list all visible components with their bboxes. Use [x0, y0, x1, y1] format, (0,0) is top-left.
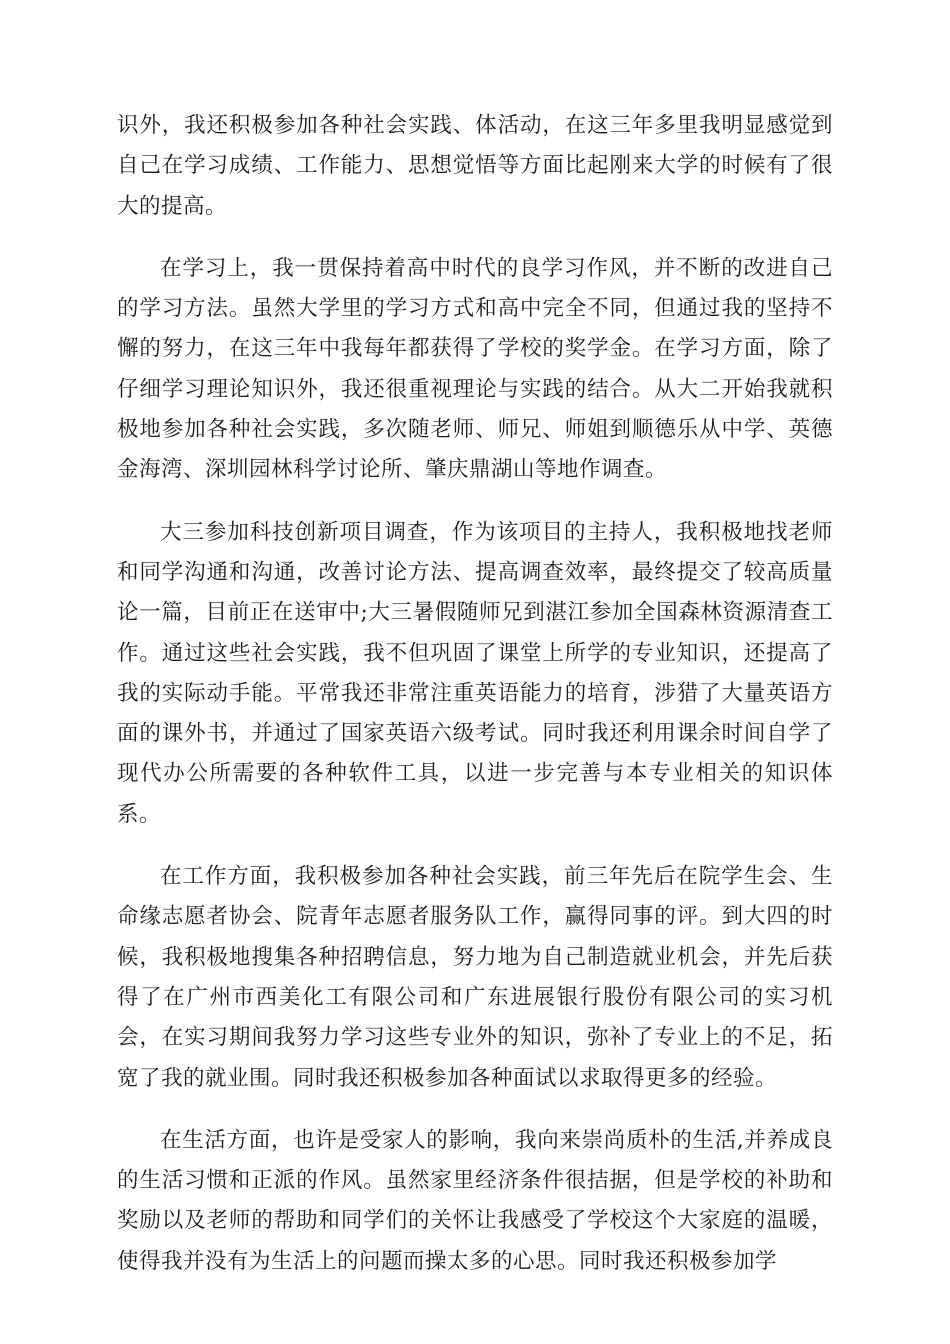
paragraph-work: 在工作方面，我积极参加各种社会实践，前三年先后在院学生会、生命缘志愿者协会、院青年志愿者服务队工作，赢得同事的评。到大四的时候，我积极地搜集各种招聘信息，努力地为自己制造就业机会，并先后获得了在广州市西美化工有限公司和广东进展银行股份有限公司的实习机会，在实习期间我努力学习这些专业外的知识，弥补了专业上的不足，拓宽了我的就业围。同时我还积极参加各种面试以求取得更多的经验。 [117, 864, 833, 1091]
paragraph-study: 在学习上，我一贯保持着高中时代的良学习作风，并不断的改进自己的学习方法。虽然大学里的学习方式和高中完全不同，但通过我的坚持不懈的努力，在这三年中我每年都获得了学校的奖学金。在学习方面，除了仔细学习理论知识外，我还很重视理论与实践的结合。从大二开始我就积极地参加各种社会实践，多次随老师、师兄、师姐到顺德乐从中学、英德金海湾、深圳园林科学讨论所、肇庆鼎湖山等地作调查。 [117, 255, 833, 483]
paragraph-research: 大三参加科技创新项目调查，作为该项目的主持人，我积极地找老师和同学沟通和沟通，改善讨论方法、提高调查效率，最终提交了较高质量论一篇，目前正在送审中;大三暑假随师兄到湛江参加全国森林资源清查工作。通过这些社会实践，我不但巩固了课堂上所学的专业知识，还提高了我的实际动手能。平常我还非常注重英语能力的培育，涉猎了大量英语方面的课外书，并通过了国家英语六级考试。同时我还利用课余时间自学了现代办公所需要的各种软件工具，以进一步完善与本专业相关的知识体系。 [117, 519, 833, 827]
paragraph-continued: 识外，我还积极参加各种社会实践、体活动，在这三年多里我明显感觉到自己在学习成绩、工作能力、思想觉悟等方面比起刚来大学的时候有了很大的提高。 [117, 113, 833, 219]
paragraph-life: 在生活方面，也许是受家人的影响，我向来崇尚质朴的生活,并养成良的生活习惯和正派的作风。虽然家里经济条件很拮据，但是学校的补助和奖励以及老师的帮助和同学们的关怀让我感受了学校这个大家庭的温暖，使得我并没有为生活上的问题而操太多的心思。同时我还积极参加学 [117, 1127, 833, 1274]
document-page [117, 106, 833, 1304]
